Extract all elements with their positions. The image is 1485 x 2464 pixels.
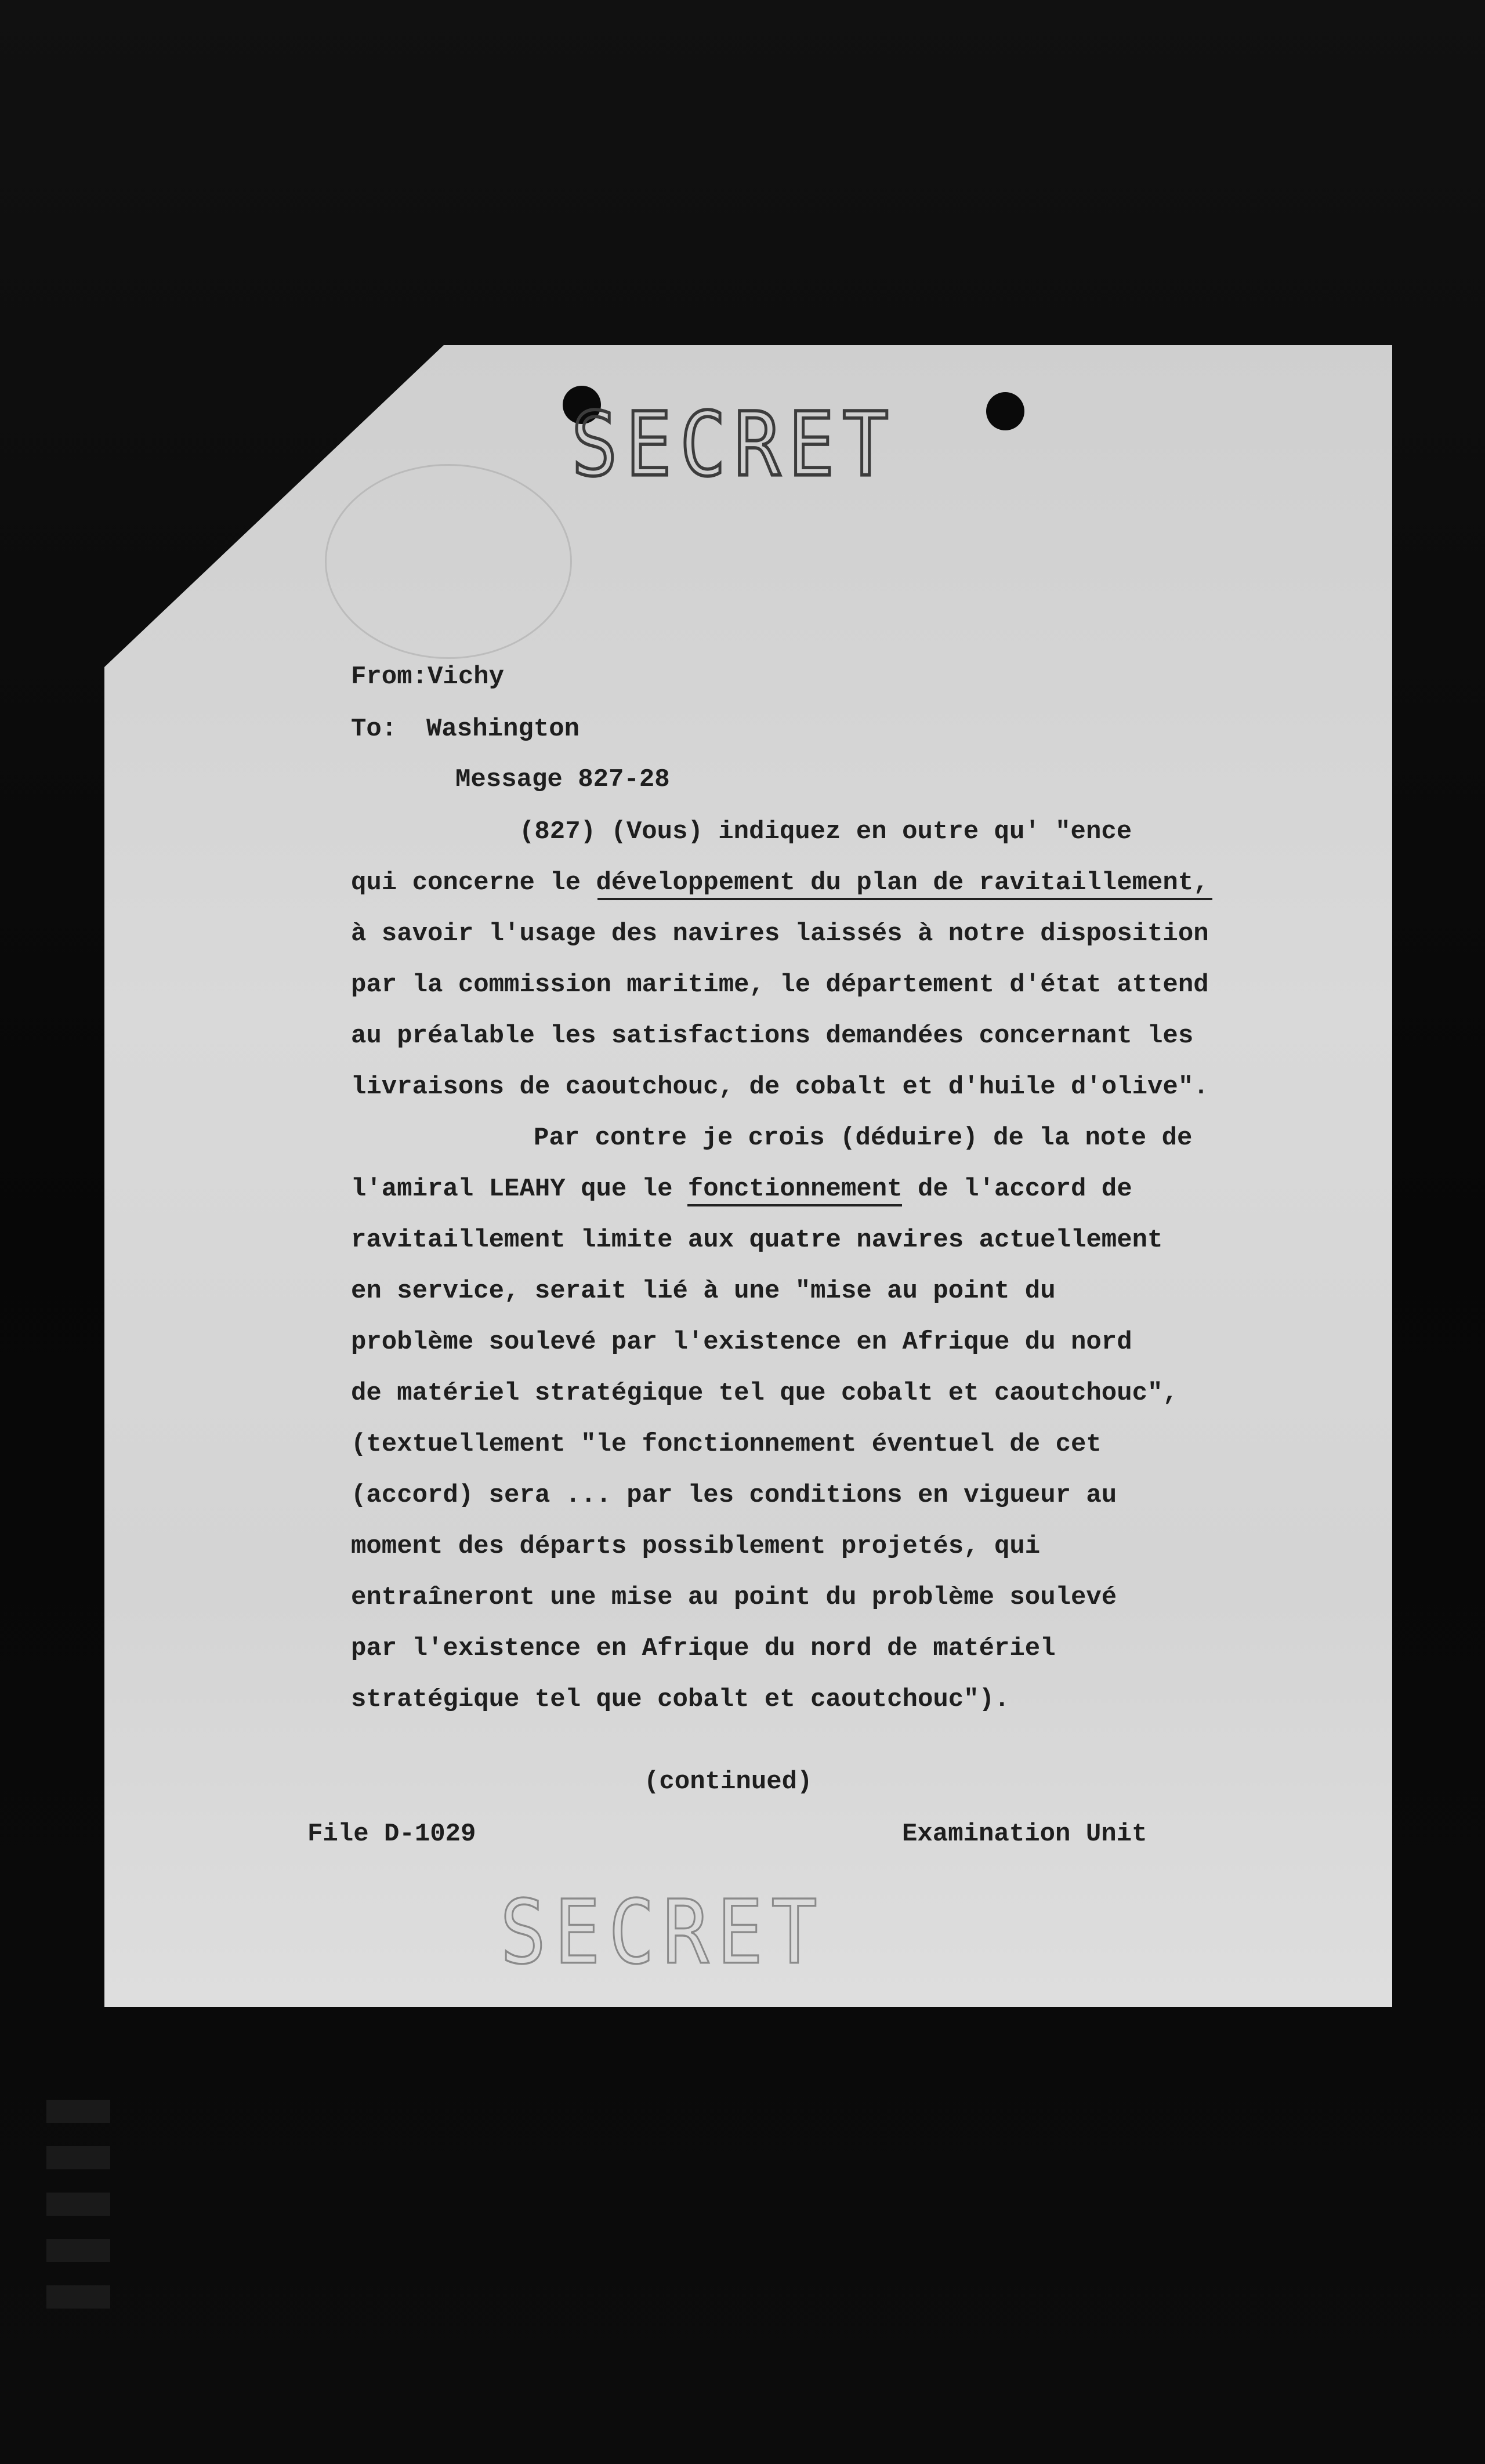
body-line: au préalable les satisfactions demandées concernant les [351,1021,1194,1050]
film-edge-mark [46,2193,110,2216]
faint-seal [325,464,572,659]
body-line: Par contre je crois (déduire) de la note de [534,1124,1193,1153]
to-label: To: [351,715,397,744]
secret-stamp-top: SECRET [571,393,897,497]
film-edge-mark [46,2146,110,2169]
film-edge-mark [46,2100,110,2123]
film-edge-mark [46,2285,110,2309]
body-line: à savoir l'usage des navires laissés à notre disposition [351,919,1209,948]
continued-note: (continued) [644,1767,813,1796]
body-line: par la commission maritime, le département d'état attend [351,970,1209,999]
body-line: stratégique tel que cobalt et caoutchouc"). [351,1685,1010,1714]
from-line: From:Vichy [351,662,505,691]
body-line: de matériel stratégique tel que cobalt et caoutchouc", [351,1379,1178,1408]
examination-unit: Examination Unit [902,1820,1147,1849]
underline [597,898,1212,900]
body-line: moment des départs possiblement projetés, qui [351,1532,1041,1561]
body-line: par l'existence en Afrique du nord de matériel [351,1634,1056,1663]
secret-stamp-bottom: SECRET [500,1881,825,1984]
punch-hole-right [986,392,1024,430]
body-line: (827) (Vous) indiquez en outre qu' "ence [519,817,1132,846]
message-number: Message 827-28 [455,765,670,794]
file-number: File D-1029 [307,1820,476,1849]
body-line: livraisons de caoutchouc, de cobalt et d'huile d'olive". [351,1072,1209,1101]
body-line: (textuellement "le fonctionnement éventuel de cet [351,1430,1102,1459]
body-line: l'amiral LEAHY que le fonctionnement de l'accord de [351,1175,1132,1204]
body-line: qui concerne le développement du plan de ravitaillement, [351,868,1209,897]
underline [687,1204,902,1206]
body-line: ravitaillement limite aux quatre navires actuellement [351,1226,1163,1255]
body-line: en service, serait lié à une "mise au point du [351,1277,1056,1306]
body-line: (accord) sera ... par les conditions en vigueur au [351,1481,1117,1510]
to-value: Washington [426,715,580,744]
body-line: entraîneront une mise au point du problème soulevé [351,1583,1117,1612]
film-edge-mark [46,2239,110,2262]
body-line: problème soulevé par l'existence en Afrique du nord [351,1328,1132,1357]
